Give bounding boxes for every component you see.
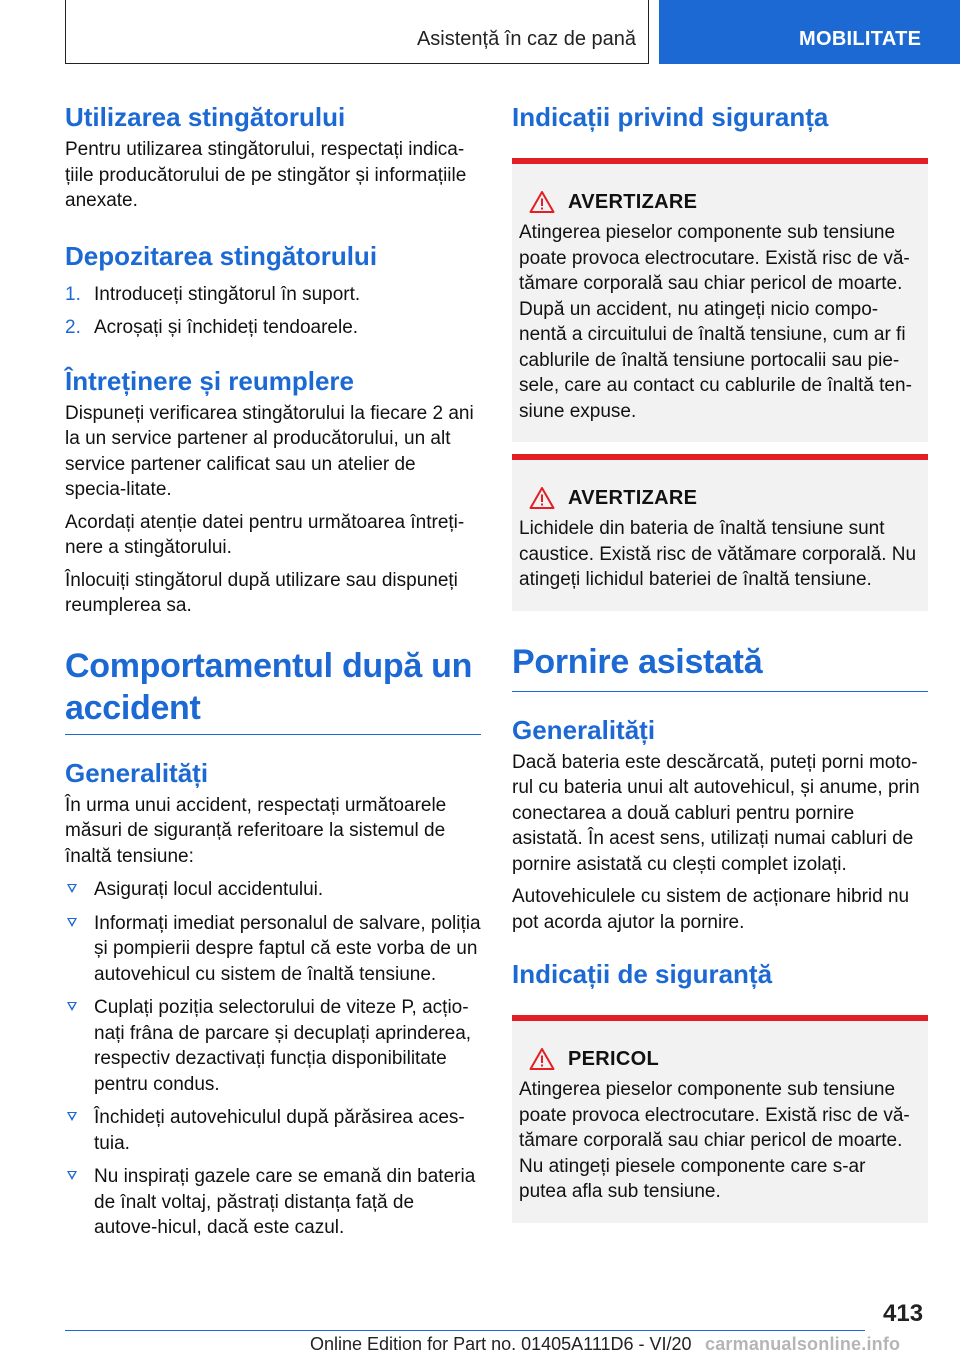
footer-edition: Online Edition for Part no. 01405A111D6 - VI/20 bbox=[310, 1334, 692, 1354]
paragraph-pornire-1: Dacă bateria este descărcată, puteți porni moto‐rul cu bateria unui alt autovehicul, și anume, prin conectarea a două cabluri pentru pornire asistată. În acest sens, utilizați numai cabluri de pornire asistată cu clești complet izolați. bbox=[512, 751, 920, 875]
watermark: carmanualsonline.info bbox=[705, 1334, 901, 1354]
step-number: 1. bbox=[65, 283, 81, 305]
safety-bullet-list bbox=[65, 877, 481, 1241]
steps-list bbox=[65, 282, 481, 341]
header-tab-mobilitate bbox=[659, 0, 960, 64]
warning-triangle-icon bbox=[529, 1047, 555, 1071]
section-title-depozitarea: Depozitarea stingătorului bbox=[65, 240, 378, 271]
triangle-bullet-icon bbox=[67, 1112, 77, 1121]
warning-triangle-icon bbox=[529, 190, 555, 214]
chapter-title-pornire-asistata: Pornire asistată bbox=[512, 641, 928, 692]
warning-box-1 bbox=[512, 158, 928, 442]
bullet-text: Asigurați locul accidentului. bbox=[94, 879, 324, 900]
page-number: 413 bbox=[883, 1300, 924, 1327]
list-item bbox=[65, 1164, 481, 1241]
list-item bbox=[65, 282, 481, 308]
paragraph-generalitati-intro: În urma unui accident, respectați următoarele măsuri de siguranță referitoare la sistemul de înaltă tensiune: bbox=[65, 794, 447, 867]
paragraph-intretinere-3: Înlocuiți stingătorul după utilizare sau dispuneți reumplerea sa. bbox=[65, 569, 458, 616]
triangle-bullet-icon bbox=[67, 1002, 77, 1011]
list-item bbox=[65, 877, 481, 903]
list-item bbox=[65, 315, 481, 341]
header-frame bbox=[65, 0, 649, 64]
warning-text: Lichidele din bateria de înaltă tensiune sunt caustice. Există risc de vătămare corporală. Nu atingeți lichidul bateriei de înaltă tensiune. bbox=[519, 518, 917, 590]
bullet-text: Nu inspirați gazele care se emană din bateria de înalt voltaj, păstrați distanța față de autove‐hicul, dacă este cazul. bbox=[94, 1166, 476, 1238]
bullet-text: Cuplați poziția selectorului de viteze P, acțio‐nați frâna de parcare și decuplați aprinderea, respectiv dezactivați funcția disponibilitate pentru condus. bbox=[94, 997, 472, 1095]
section-title-intretinere: Întreținere și reumplere bbox=[65, 365, 354, 396]
chapter-title-comportamentul: Comportamentul după un accident bbox=[65, 645, 481, 735]
footer-divider bbox=[65, 1330, 865, 1331]
list-item bbox=[65, 995, 481, 1097]
warning-label: AVERTIZARE bbox=[568, 486, 698, 509]
warning-text: Atingerea pieselor componente sub tensiune poate provoca electrocutare. Există risc de vă‐tămare corporală sau chiar pericol de moarte. După un accident, nu atingeți nicio compo‐nentă a circuitului de înaltă tensiune, cum ar fi cablurile de înaltă tensiune portocalii sau pie‐sele, care au contact cu cablurile de înaltă ten‐siune expuse. bbox=[519, 222, 912, 422]
warning-triangle-icon bbox=[529, 486, 555, 510]
section-title-utilizarea: Utilizarea stingătorului bbox=[65, 102, 346, 132]
section-title-indicatii-de-siguranta: Indicații de siguranță bbox=[512, 959, 773, 989]
right-column bbox=[512, 100, 928, 1223]
paragraph-utilizarea: Pentru utilizarea stingătorului, respectați indica‐țiile producătorului de pe stingător și informațiile anexate. bbox=[65, 139, 467, 211]
section-title-generalitati-right: Generalități bbox=[512, 714, 656, 745]
header-title: Asistență în caz de pană bbox=[416, 28, 636, 50]
step-number: 2. bbox=[65, 317, 81, 338]
step-text: Acroșați și închideți tendoarele. bbox=[94, 317, 359, 338]
triangle-bullet-icon bbox=[67, 1171, 77, 1180]
left-column bbox=[65, 100, 481, 1249]
triangle-bullet-icon bbox=[67, 884, 77, 893]
header-tab-label: MOBILITATE bbox=[799, 28, 922, 50]
paragraph-intretinere-1: Dispuneți verificarea stingătorului la fiecare 2 ani la un service partener al producătorului, un alt service partener calificat sau un atelier de specia‐litate. bbox=[65, 402, 474, 500]
list-item bbox=[65, 911, 481, 988]
paragraph-pornire-2: Autovehiculele cu sistem de acționare hibrid nu pot acorda ajutor la pornire. bbox=[512, 886, 910, 933]
danger-label: PERICOL bbox=[568, 1047, 659, 1070]
danger-text: Atingerea pieselor componente sub tensiune poate provoca electrocutare. Există risc de vă‐tămare corporală sau chiar pericol de moarte. Nu atingeți piesele componente care s-ar putea afla sub tensiune. bbox=[519, 1079, 910, 1202]
section-title-generalitati: Generalități bbox=[65, 757, 209, 788]
bullet-text: Închideți autovehiculul după părăsirea aces‐tuia. bbox=[94, 1107, 465, 1154]
section-title-indicatii-siguranta: Indicații privind siguranța bbox=[512, 102, 829, 132]
warning-label: AVERTIZARE bbox=[568, 190, 698, 213]
danger-box bbox=[512, 1015, 928, 1223]
triangle-bullet-icon bbox=[67, 918, 77, 927]
bullet-text: Informați imediat personalul de salvare, poliția și pompierii despre faptul că este vorba de un autovehicul cu sistem de înaltă tensiune. bbox=[94, 912, 481, 985]
step-text: Introduceți stingătorul în suport. bbox=[94, 283, 361, 305]
list-item bbox=[65, 1105, 481, 1156]
warning-box-2 bbox=[512, 454, 928, 611]
paragraph-intretinere-2: Acordați atenție datei pentru următoarea întreți‐nere a stingătorului. bbox=[65, 511, 465, 558]
